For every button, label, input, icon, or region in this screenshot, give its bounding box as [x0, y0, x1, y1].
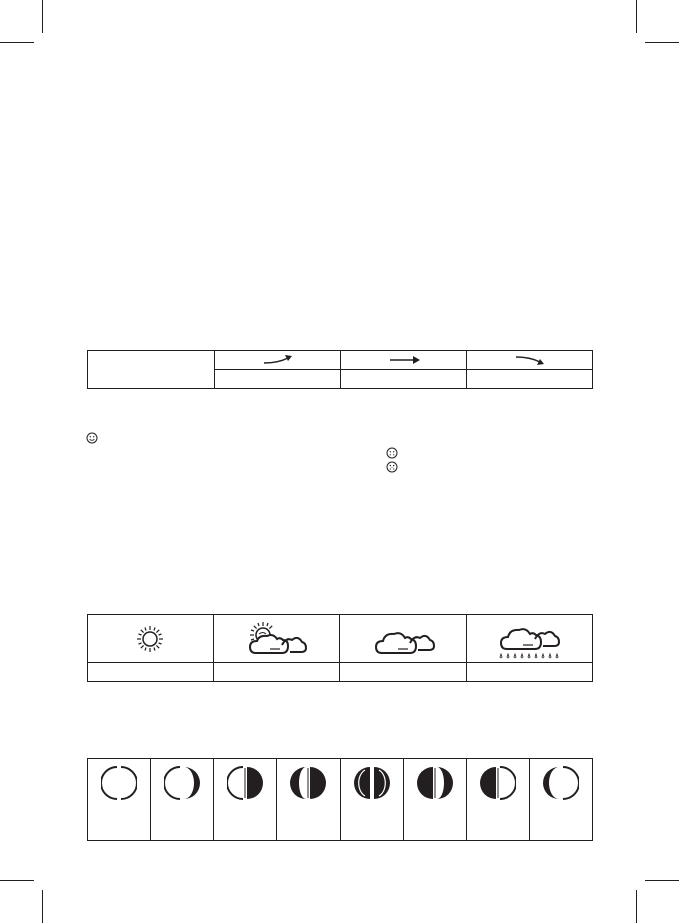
weather-forecast-table	[87, 614, 593, 682]
sun-cloud-icon	[244, 619, 310, 659]
crop-mark-top-left-h	[0, 42, 34, 43]
trend-steady-cell	[341, 351, 467, 370]
trend-steady-label	[341, 370, 467, 389]
crop-mark-bottom-right-v	[636, 890, 637, 923]
crop-mark-bottom-left-h	[0, 880, 34, 881]
trend-rising-label	[215, 370, 341, 389]
crop-mark-top-right-h	[645, 42, 679, 43]
moon-cell-6	[403, 759, 466, 841]
weather-cloudy-label	[340, 663, 466, 682]
weather-rain-label	[466, 663, 592, 682]
arrow-down-right-icon	[510, 354, 550, 366]
weather-sunny-cell	[88, 615, 214, 663]
moon-cell-4	[277, 759, 340, 841]
crop-mark-top-left-v	[42, 0, 43, 33]
trend-rising-cell	[215, 351, 341, 370]
moon-waning-crescent-icon	[543, 764, 579, 802]
trend-falling-cell	[467, 351, 593, 370]
moon-cell-3	[214, 759, 277, 841]
weather-sunny-label	[88, 663, 214, 682]
moon-cell-5	[340, 759, 403, 841]
moon-waxing-gibbous-icon	[290, 764, 326, 802]
moon-full-icon	[354, 764, 390, 802]
crop-mark-top-right-v	[636, 0, 637, 33]
trend-header-cell	[88, 351, 215, 389]
crop-mark-bottom-left-v	[42, 890, 43, 923]
moon-new-icon	[101, 764, 137, 802]
moon-waning-gibbous-icon	[417, 764, 453, 802]
smiley-dry-icon	[386, 461, 398, 473]
moon-first-quarter-icon	[227, 764, 263, 802]
rain-icon	[495, 617, 563, 661]
moon-waxing-crescent-icon	[164, 764, 200, 802]
moon-cell-2	[151, 759, 214, 841]
smiley-comfort-icon	[86, 432, 98, 444]
pressure-trend-table	[87, 350, 593, 389]
weather-cloudy-cell	[340, 615, 466, 663]
sun-icon	[135, 624, 165, 654]
weather-sun-cloud-cell	[213, 615, 339, 663]
trend-falling-label	[467, 370, 593, 389]
crop-mark-bottom-right-h	[645, 880, 679, 881]
moon-last-quarter-icon	[480, 764, 516, 802]
smiley-wet-icon	[386, 447, 398, 459]
arrow-right-icon	[384, 354, 424, 366]
moon-cell-8	[529, 759, 592, 841]
weather-sun-cloud-label	[213, 663, 339, 682]
moon-cell-1	[88, 759, 151, 841]
moon-phase-table	[87, 758, 593, 841]
cloud-icon	[370, 619, 436, 659]
weather-rain-cell	[466, 615, 592, 663]
moon-cell-7	[466, 759, 529, 841]
arrow-up-right-icon	[258, 354, 298, 366]
